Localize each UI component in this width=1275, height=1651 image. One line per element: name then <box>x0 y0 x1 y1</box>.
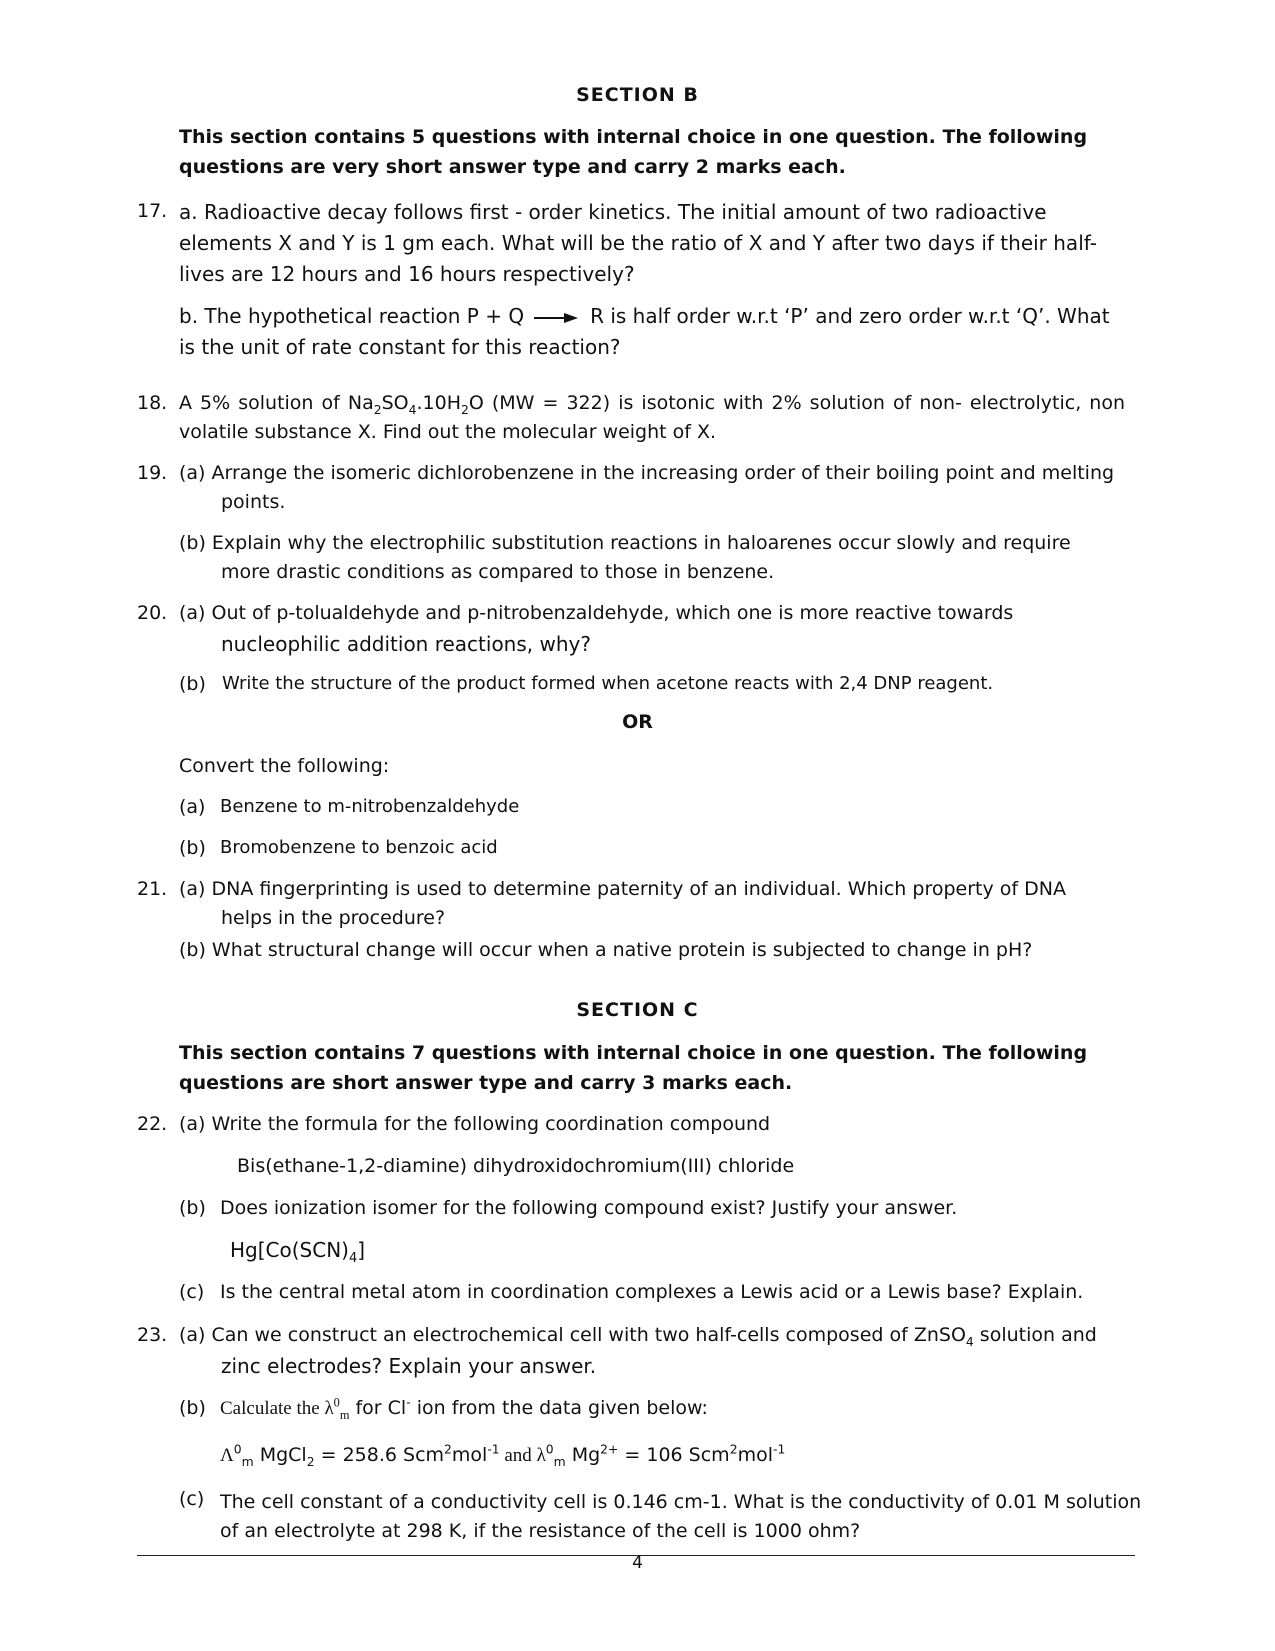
section-b-heading: SECTION B <box>576 84 699 106</box>
eq-text: = 106 Scm <box>618 1444 730 1466</box>
eq-text: MgCl <box>253 1444 307 1466</box>
q23b-sup: 0 <box>333 1395 340 1410</box>
eq-sup: 2 <box>444 1442 452 1457</box>
eq-sub: m <box>553 1454 566 1469</box>
eq-text: = 258.6 Scm <box>314 1444 445 1466</box>
q18-line1 <box>179 392 1125 417</box>
question-23-number: 23. <box>137 1324 168 1346</box>
q22c-label: (c) <box>179 1281 205 1303</box>
q17b-line2: is the unit of rate constant for this reaction? <box>179 335 621 359</box>
eq-sup: -1 <box>772 1442 786 1457</box>
q19a-line2: points. <box>221 491 286 513</box>
q23a-sub: 4 <box>965 1334 974 1349</box>
q17a-line2: elements X and Y is 1 gm each. What will be the ratio of X and Y after two days if their half- <box>179 231 1097 255</box>
q20a-line1: (a) Out of p-tolualdehyde and p-nitrobenzaldehyde, which one is more reactive towards <box>179 602 1014 624</box>
q23b-text <box>220 1397 708 1420</box>
q21a-line2: helps in the procedure? <box>221 907 446 929</box>
q20b-label: (b) <box>179 673 206 695</box>
or-divider: OR <box>622 711 653 733</box>
q23a-text: solution and <box>973 1324 1097 1346</box>
q18-text-b: SO <box>381 392 409 414</box>
q20a-line2: nucleophilic addition reactions, why? <box>221 632 591 656</box>
section-c-intro: This section contains 7 questions with internal choice in one question. The following questions are short answer type and carry 3 marks each. <box>179 1042 1088 1094</box>
q23a-text: (a) Can we construct an electrochemical cell with two half-cells composed of ZnSO <box>179 1324 966 1346</box>
q22a-compound: Bis(ethane-1,2-diamine) dihydroxidochromium(III) chloride <box>237 1155 795 1177</box>
convert-a-text: Benzene to m-nitrobenzaldehyde <box>220 796 520 817</box>
eq-sup: 0 <box>545 1442 554 1457</box>
q23b-sup: - <box>406 1395 411 1410</box>
q23b-text-b: ion from the data given below: <box>410 1397 708 1419</box>
q22b-formula <box>230 1238 366 1266</box>
question-20-number: 20. <box>137 602 168 624</box>
convert-a-label: (a) <box>179 796 206 818</box>
q23b-equation <box>220 1444 785 1467</box>
q17b-line1 <box>179 304 1110 328</box>
page-number: 4 <box>632 1553 643 1573</box>
q23b-sub: m <box>339 1407 350 1422</box>
q21b-line1: (b) What structural change will occur when a native protein is subjected to change in pH? <box>179 939 1033 961</box>
q17b-pre: b. The hypothetical reaction P + Q <box>179 304 525 328</box>
q18-sub: 4 <box>408 402 417 417</box>
q19a-line1: (a) Arrange the isomeric dichlorobenzene in the increasing order of their boiling point and melting <box>179 462 1115 484</box>
q23b-serif: Calculate the λ <box>220 1398 334 1419</box>
q17b-post: R is half order w.r.t ‘P’ and zero order w.r.t ‘Q’. What <box>590 304 1110 328</box>
eq-symbol: Λ <box>220 1445 234 1466</box>
q18-sub: 2 <box>461 402 469 417</box>
question-21-number: 21. <box>137 878 168 900</box>
q23b-text-a: for Cl <box>349 1397 407 1419</box>
q18-text-c: .10H <box>416 392 461 414</box>
q22a-line1: (a) Write the formula for the following coordination compound <box>179 1113 771 1135</box>
convert-b-label: (b) <box>179 837 206 859</box>
q18-text-a: A 5% solution of Na <box>179 392 374 414</box>
section-b-intro: This section contains 5 questions with internal choice in one question. The following questions are very short answer type and carry 2 marks each. <box>179 126 1088 178</box>
eq-text: mol <box>737 1444 773 1466</box>
q23c-line1: The cell constant of a conductivity cell is 0.146 cm-1. What is the conductivity of 0.01 M solution <box>220 1491 1142 1513</box>
question-18-number: 18. <box>137 392 168 414</box>
eq-sup: 2+ <box>600 1442 619 1457</box>
q23c-label: (c) <box>179 1488 205 1510</box>
eq-sub: m <box>241 1454 254 1469</box>
q22b-text: Does ionization isomer for the following compound exist? Justify your answer. <box>220 1197 958 1219</box>
q17a-line1: a. Radioactive decay follows first - order kinetics. The initial amount of two radioactive <box>179 200 1047 224</box>
eq-sup: 0 <box>233 1442 242 1457</box>
q21a-line1: (a) DNA fingerprinting is used to determine paternity of an individual. Which property of DNA <box>179 878 1066 900</box>
q23a-line2: zinc electrodes? Explain your answer. <box>221 1354 597 1378</box>
q19b-line2: more drastic conditions as compared to those in benzene. <box>221 561 775 583</box>
formula-sub: 4 <box>348 1251 358 1266</box>
q22b-label: (b) <box>179 1197 206 1219</box>
eq-symbol: λ <box>536 1445 546 1466</box>
q18-sub: 2 <box>373 402 382 417</box>
formula-text: ] <box>357 1238 366 1262</box>
eq-and: and <box>499 1445 537 1466</box>
q22c-text: Is the central metal atom in coordination complexes a Lewis acid or a Lewis base? Explain. <box>220 1281 1084 1303</box>
eq-text: Mg <box>565 1444 601 1466</box>
q18-line2: volatile substance X. Find out the molecular weight of X. <box>179 421 717 443</box>
convert-b-text: Bromobenzene to benzoic acid <box>220 837 498 858</box>
question-19-number: 19. <box>137 462 168 484</box>
reaction-arrow-icon <box>534 312 578 324</box>
q18-text-d: O (MW = 322) is isotonic with 2% solution of non- electrolytic, non <box>468 392 1125 414</box>
section-c-heading: SECTION C <box>576 999 699 1021</box>
eq-sup: -1 <box>487 1442 500 1457</box>
q23c-line2: of an electrolyte at 298 K, if the resistance of the cell is 1000 ohm? <box>220 1520 861 1542</box>
eq-sub: 2 <box>306 1454 315 1469</box>
eq-text: mol <box>451 1444 488 1466</box>
q17a-line3: lives are 12 hours and 16 hours respectively? <box>179 262 635 286</box>
question-17-number: 17. <box>137 200 168 222</box>
q23a-line1 <box>179 1324 1097 1349</box>
formula-text: Hg[Co(SCN) <box>230 1238 349 1262</box>
eq-sup: 2 <box>729 1442 738 1457</box>
question-22-number: 22. <box>137 1113 168 1135</box>
q19b-line1: (b) Explain why the electrophilic substitution reactions in haloarenes occur slowly and require <box>179 532 1071 554</box>
q20b-text: Write the structure of the product formed when acetone reacts with 2,4 DNP reagent. <box>222 673 994 694</box>
convert-instruction: Convert the following: <box>179 755 390 777</box>
q23b-label: (b) <box>179 1397 206 1419</box>
